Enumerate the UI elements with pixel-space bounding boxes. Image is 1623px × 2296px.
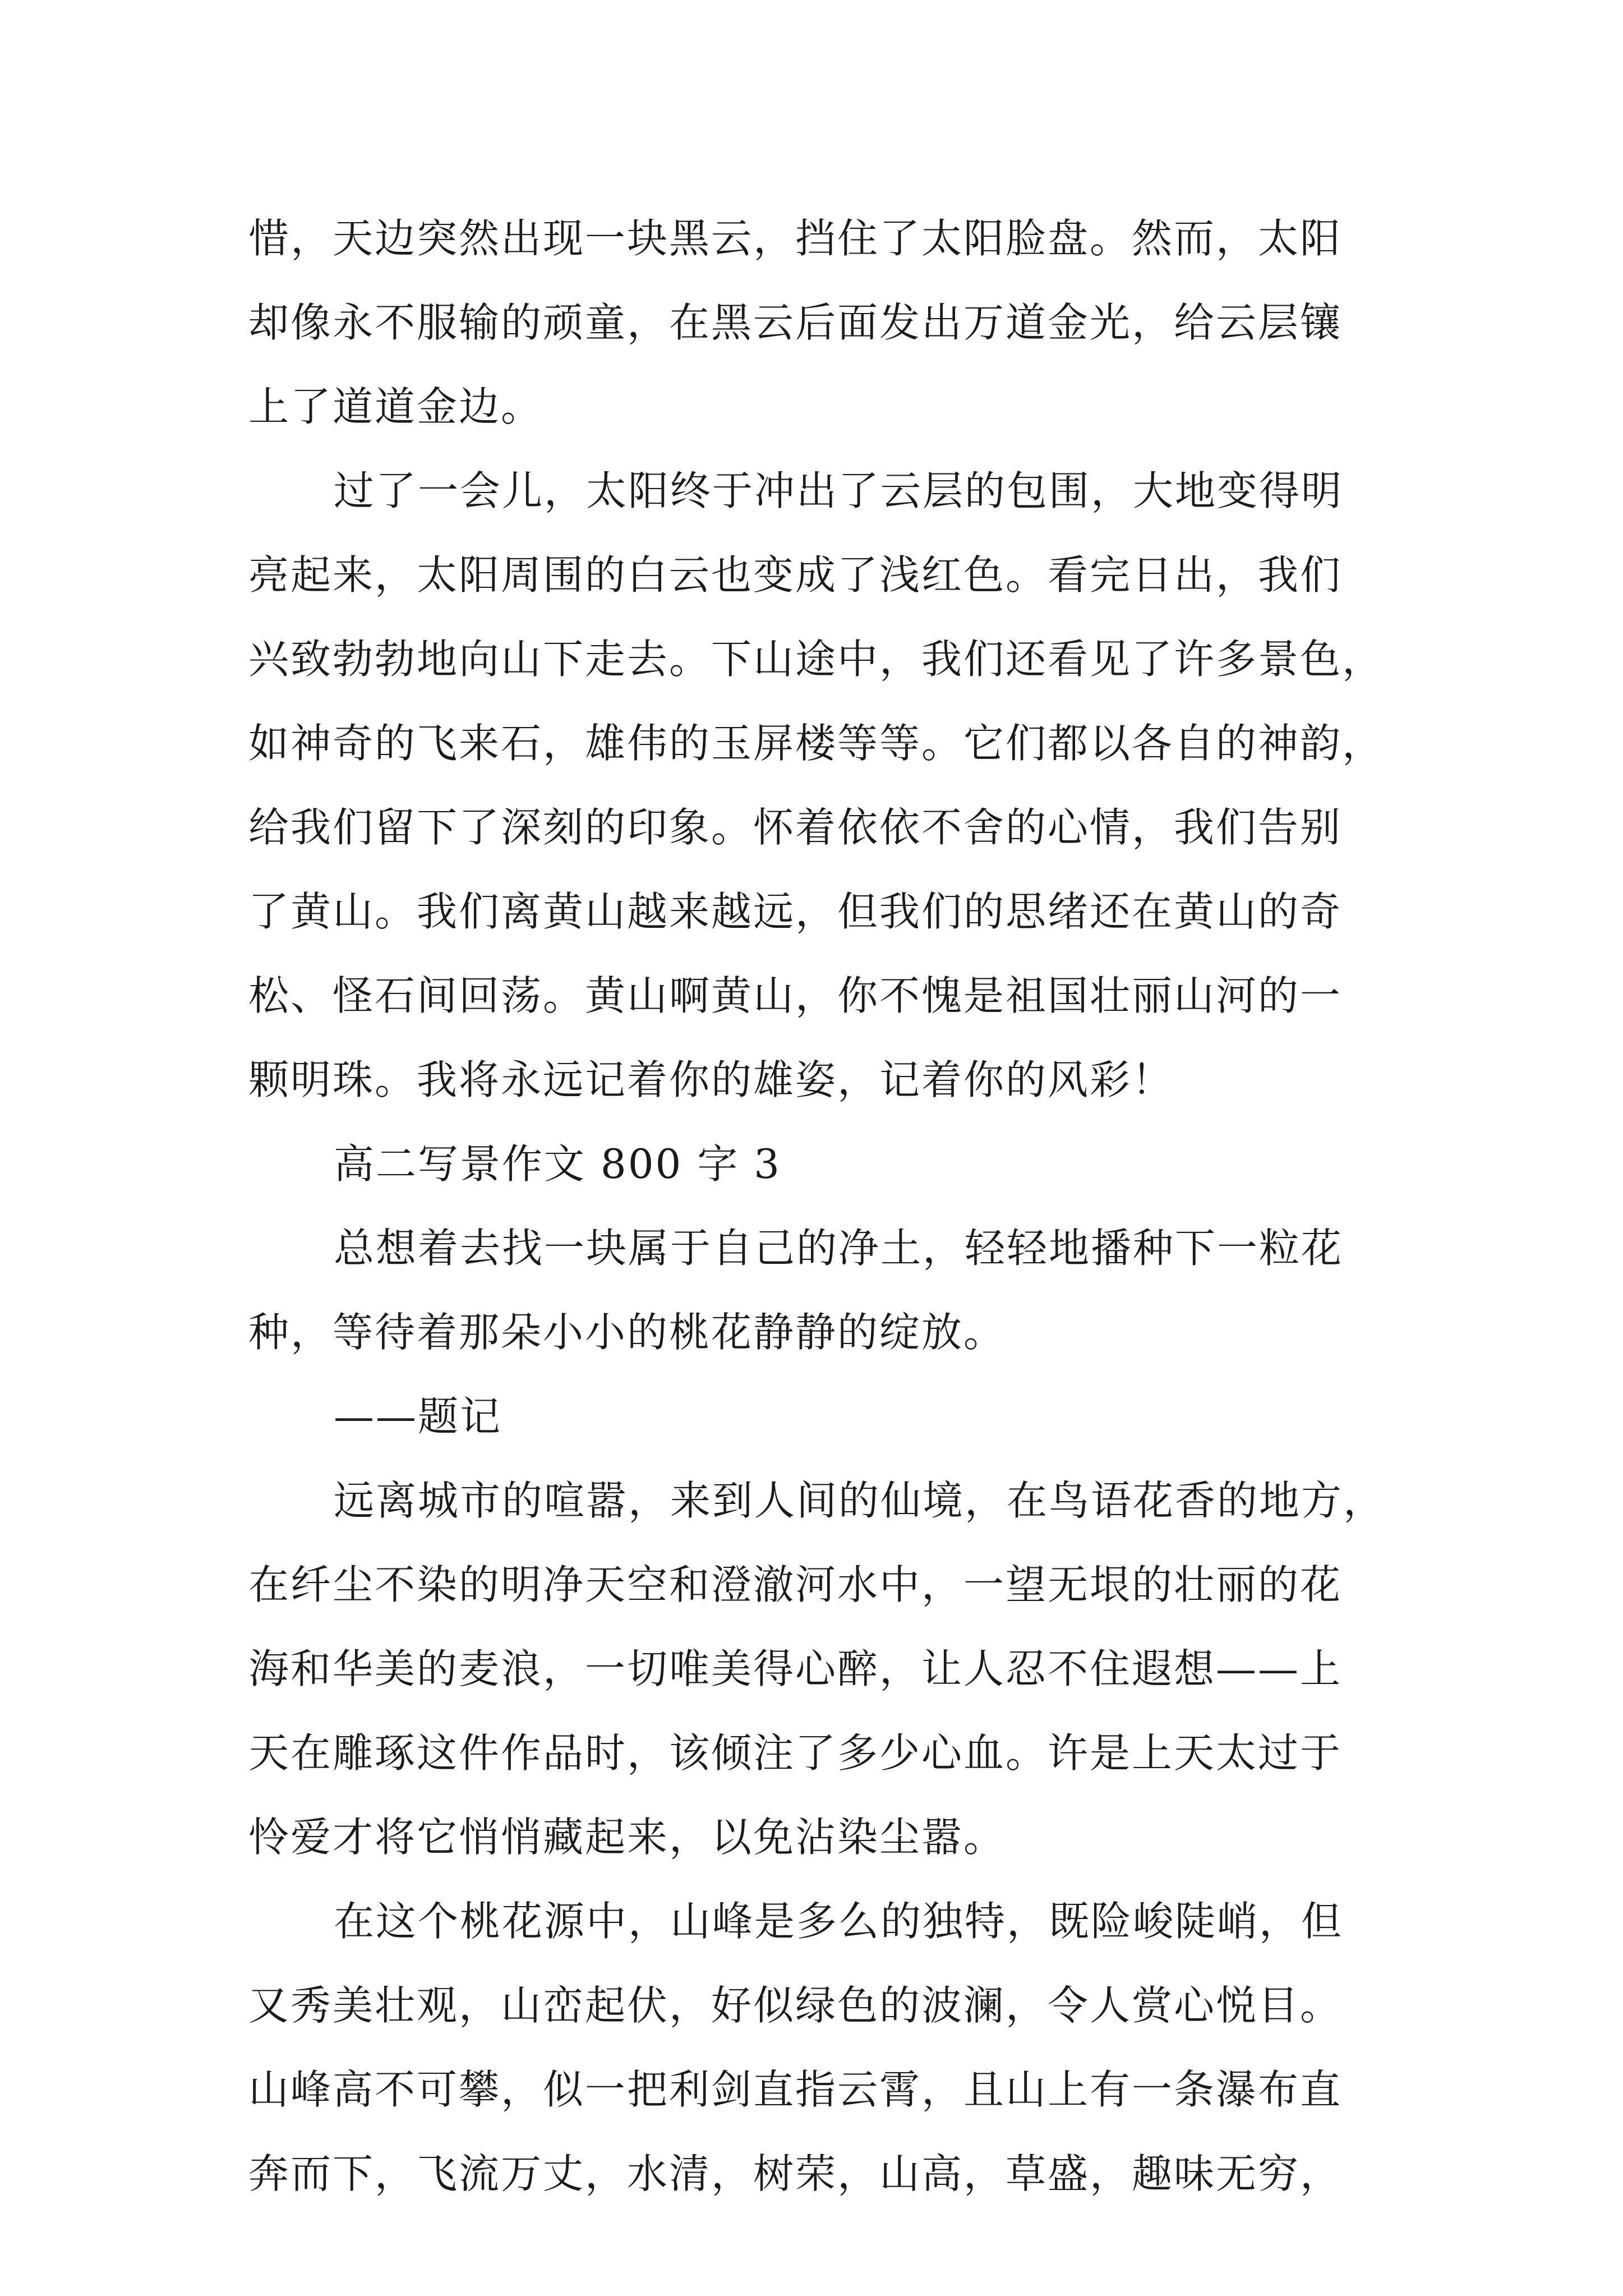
text-line: 颗明珠。我将永远记着你的雄姿，记着你的风彩！ [248,1056,1174,1103]
text-line: 惜，天边突然出现一块黑云，挡住了太阳脸盘。然而，太阳 [248,215,1343,262]
text-line: 兴致勃勃地向山下走去。下山途中，我们还看见了许多景色， [248,636,1385,683]
text-line: 海和华美的麦浪，一切唯美得心醉，让人忍不住遐想——上 [248,1645,1343,1692]
text-line: 了黄山。我们离黄山越来越远，但我们的思绪还在黄山的奇 [248,888,1343,935]
text-line: 亮起来，太阳周围的白云也变成了浅红色。看完日出，我们 [248,551,1343,599]
text-line: 远离城市的喧嚣，来到人间的仙境，在鸟语花香的地方， [334,1477,1386,1524]
section-heading: 高二写景作文 800 字 3 [334,1140,781,1188]
text-line: 种，等待着那朵小小的桃花静静的绽放。 [248,1309,1006,1356]
epigraph-attribution: ——题记 [334,1393,502,1440]
text-line: 松、怪石间回荡。黄山啊黄山，你不愧是祖国壮丽山河的一 [248,972,1343,1019]
text-line: 如神奇的飞来石，雄伟的玉屏楼等等。它们都以各自的神韵， [248,720,1385,767]
text-line: 给我们留下了深刻的印象。怀着依依不舍的心情，我们告别 [248,804,1343,851]
text-line: 却像永不服输的顽童，在黑云后面发出万道金光，给云层镶 [248,299,1343,346]
text-line: 在纤尘不染的明净天空和澄澈河水中，一望无垠的壮丽的花 [248,1561,1343,1608]
text-line: 上了道道金边。 [248,383,543,430]
text-line: 怜爱才将它悄悄藏起来，以免沾染尘嚣。 [248,1814,1006,1861]
text-line: 又秀美壮观，山峦起伏，好似绿色的波澜，令人赏心悦目。 [248,1982,1343,2029]
text-line: 总想着去找一块属于自己的净土，轻轻地播种下一粒花 [334,1225,1344,1272]
text-line: 奔而下，飞流万丈，水清，树荣，山高，草盛，趣味无穷， [248,2150,1343,2197]
body-text [248,196,1387,2216]
text-line: 在这个桃花源中，山峰是多么的独特，既险峻陡峭，但 [334,1898,1344,1945]
text-line: 山峰高不可攀，似一把利剑直指云霄，且山上有一条瀑布直 [248,2066,1343,2113]
text-line: 过了一会儿，太阳终于冲出了云层的包围，大地变得明 [334,467,1344,514]
text-line: 天在雕琢这件作品时，该倾注了多少心血。许是上天太过于 [248,1729,1343,1777]
